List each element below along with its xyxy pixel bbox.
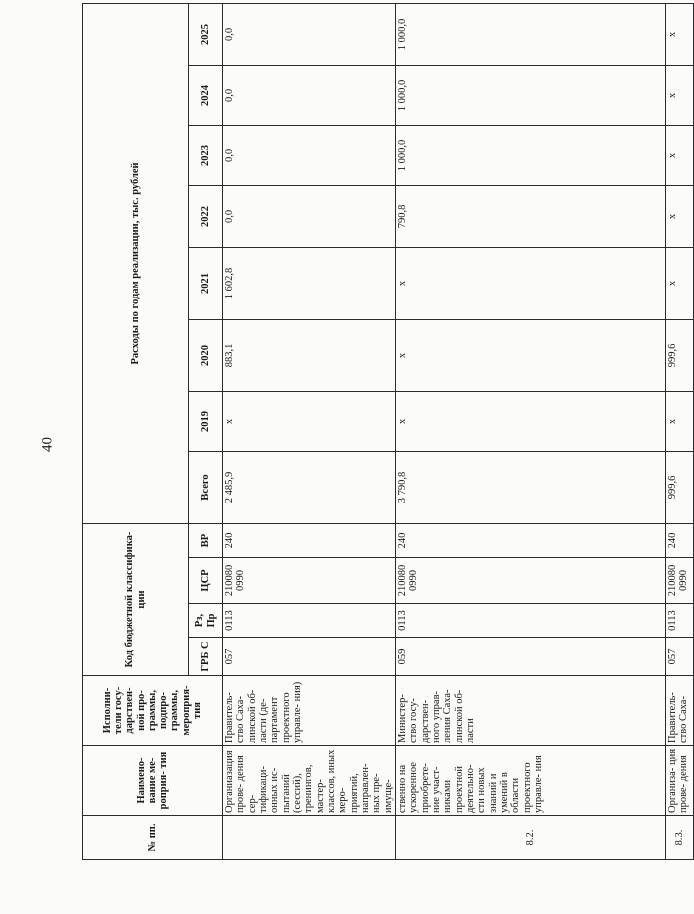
- row-2019: x: [395, 391, 665, 451]
- table-row: [223, 3, 396, 859]
- row-2020: 883,1: [223, 319, 396, 391]
- row-number: 8.2.: [395, 816, 665, 860]
- row-csr: 210080 0990: [223, 558, 396, 604]
- row-vr: 240: [223, 523, 396, 557]
- header-name: Наимено- вание ме- роприя- тия: [83, 746, 223, 816]
- row-rzpr: 0113: [665, 604, 693, 638]
- row-vr: 240: [395, 523, 665, 557]
- header-2024: 2024: [189, 65, 223, 125]
- row-2023: 0,0: [223, 125, 396, 185]
- row-total: 999,6: [665, 451, 693, 523]
- header-costs: Расходы по годам реализации, тыс. рублей: [83, 3, 189, 523]
- header-vr: ВР: [189, 523, 223, 557]
- row-2021: 1 602,8: [223, 247, 396, 319]
- header-2019: 2019: [189, 391, 223, 451]
- header-2021: 2021: [189, 247, 223, 319]
- row-number: 8.3.: [665, 816, 693, 860]
- budget-table: [82, 3, 694, 860]
- row-2022: x: [665, 185, 693, 247]
- header-grbs: ГРБ С: [189, 638, 223, 676]
- row-2025: x: [665, 3, 693, 65]
- row-grbs: 057: [223, 638, 396, 676]
- row-executor: Министер- ство госу- дарствен- ного управ- ления Саха- линской об- ласти: [395, 676, 665, 746]
- row-2024: 1 000,0: [395, 65, 665, 125]
- row-2023: 1 000,0: [395, 125, 665, 185]
- row-executor: Правитель- ство Саха- линской об- ласти (де- партамент проектного управле- ния): [223, 676, 396, 746]
- row-name: Организа- ция прове- дения: [665, 746, 693, 816]
- row-2020: x: [395, 319, 665, 391]
- header-2020: 2020: [189, 319, 223, 391]
- table-row: [665, 3, 693, 859]
- row-csr: 210080 0990: [395, 558, 665, 604]
- row-2025: 1 000,0: [395, 3, 665, 65]
- row-2019: x: [665, 391, 693, 451]
- row-2024: x: [665, 65, 693, 125]
- row-vr: 240: [665, 523, 693, 557]
- header-2022: 2022: [189, 185, 223, 247]
- row-2023: x: [665, 125, 693, 185]
- row-name: Органиазация прове- дения сер- тификаци- онных ис- пытаний (сессий), тренингов, мастер- классов, иных меро- приятий, направлен- ных пре- имуще-: [223, 746, 396, 816]
- row-2022: 790,8: [395, 185, 665, 247]
- row-total: 2 485,9: [223, 451, 396, 523]
- row-grbs: 057: [665, 638, 693, 676]
- row-name: ственно на ускоренное приобрете- ние участ- никами проектной деятельно- сти новых знаний и умений в области проектного управле- ния: [395, 746, 665, 816]
- header-csr: ЦСР: [189, 558, 223, 604]
- row-2025: 0,0: [223, 3, 396, 65]
- header-no: № пп.: [83, 816, 223, 860]
- row-rzpr: 0113: [223, 604, 396, 638]
- row-2019: x: [223, 391, 396, 451]
- table-row: [395, 3, 665, 859]
- budget-table-sheet: [82, 18, 690, 860]
- row-rzpr: 0113: [395, 604, 665, 638]
- row-2022: 0,0: [223, 185, 396, 247]
- row-total: 3 790,8: [395, 451, 665, 523]
- row-number: [223, 816, 396, 860]
- row-2021: x: [395, 247, 665, 319]
- row-2024: 0,0: [223, 65, 396, 125]
- header-budget-code: Код бюджетной классифика- ции: [83, 523, 189, 675]
- row-grbs: 059: [395, 638, 665, 676]
- header-total: Всего: [189, 451, 223, 523]
- row-csr: 210080 0990: [665, 558, 693, 604]
- header-rzpr: Рз, Пр: [189, 604, 223, 638]
- row-2020: 999,6: [665, 319, 693, 391]
- page-number: 40: [39, 437, 56, 452]
- header-executor: Исполни- тели госу- дарствен- ной про- граммы, подпро- граммы, мероприя- тия: [83, 676, 223, 746]
- row-executor: Правитель- ство Саха-: [665, 676, 693, 746]
- row-2021: x: [665, 247, 693, 319]
- header-2023: 2023: [189, 125, 223, 185]
- header-2025: 2025: [189, 3, 223, 65]
